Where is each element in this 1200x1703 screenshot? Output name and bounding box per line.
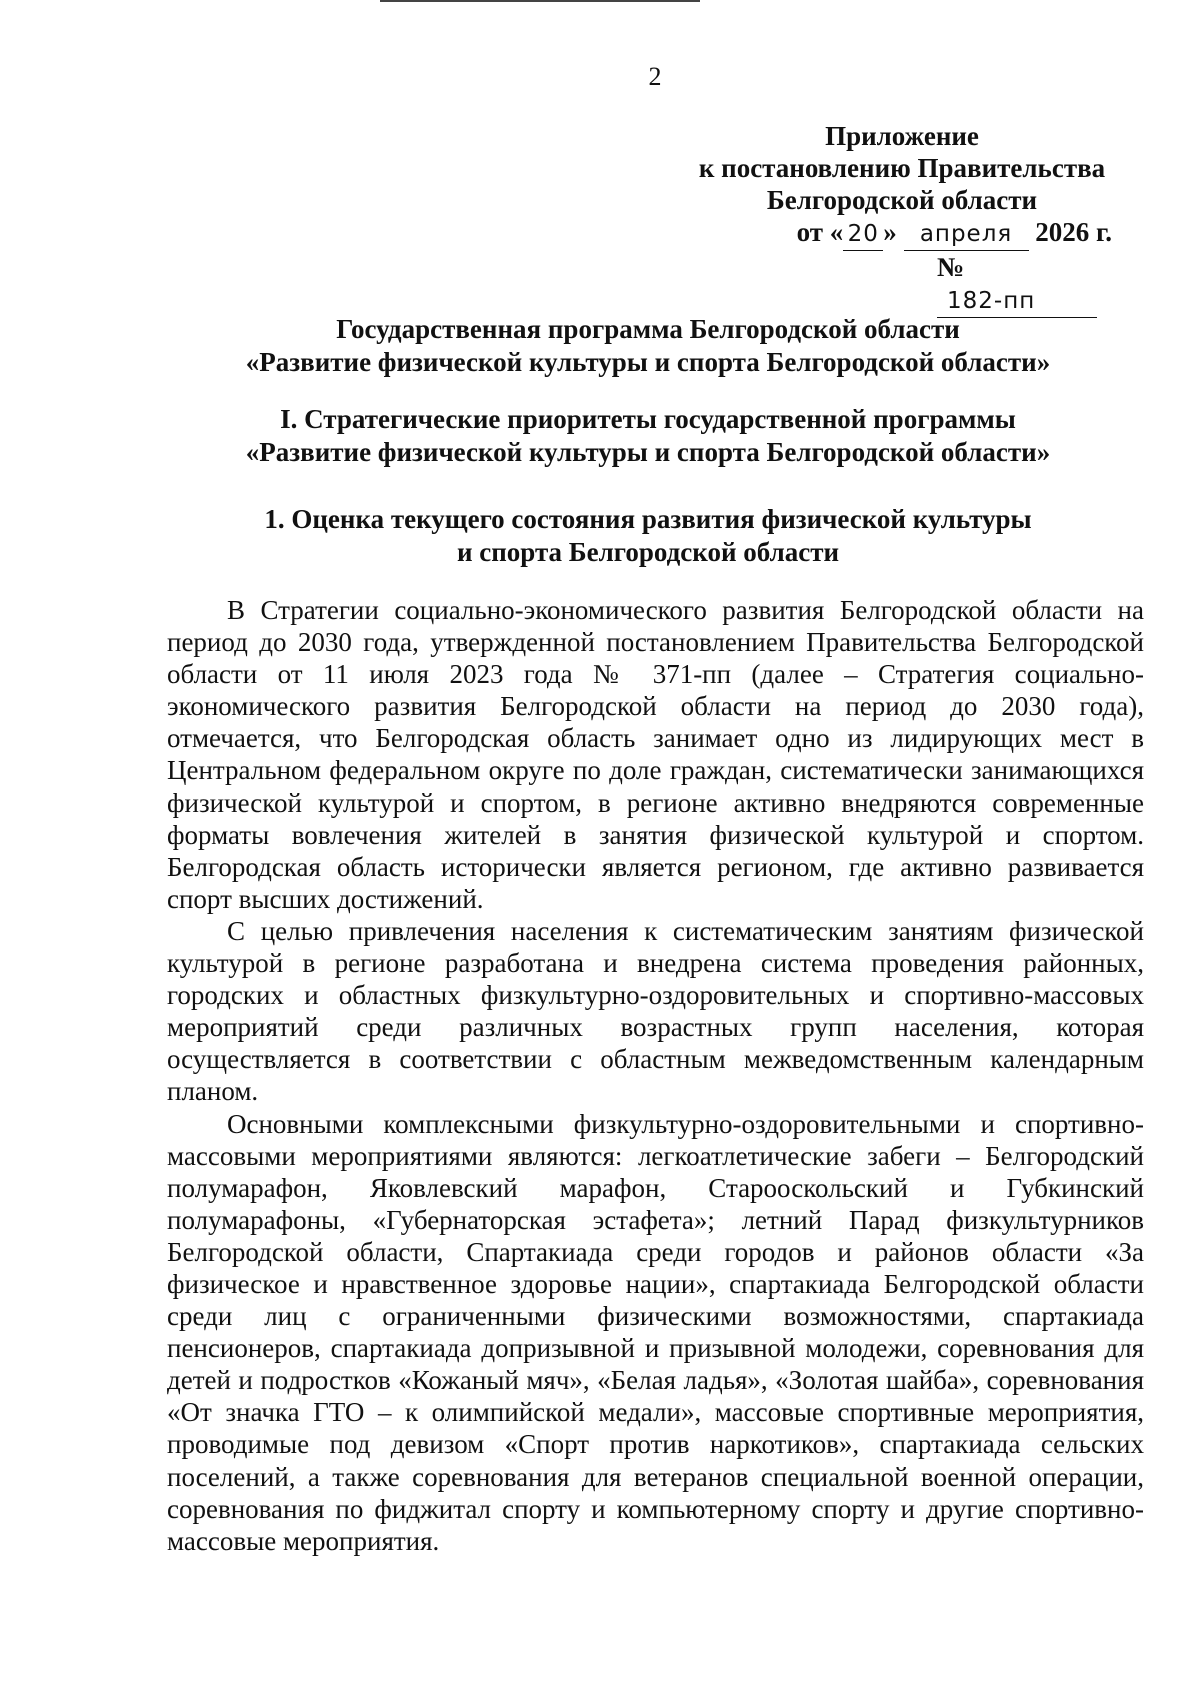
appendix-title: Приложение	[825, 121, 979, 151]
page-number: 2	[648, 62, 662, 91]
appendix-number	[692, 251, 1112, 318]
subsection-title	[150, 503, 1146, 569]
date-day: 20	[843, 218, 883, 251]
section-title	[150, 403, 1146, 469]
body-text	[167, 594, 1144, 1557]
appendix-resolution: к постановлению Правительства	[698, 153, 1106, 183]
paragraph-1: В Стратегии социально-экономического развития Белгородской области на период до 2030 года, утвержденной постановлением Правительства Белгородской области от 11 июля 2023 года № 371-пп (далее – Стратегия социально-экономического развития Белгородской области на период до 2030 года), отмечается, что Белгородская область занимает одно из лидирующих мест в Центральном федеральном округе по доле граждан, систематически занимающихся физической культурой и спортом, в регионе активно внедряются современные форматы вовлечения жителей в занятия физической культурой и спортом. Белгородская область исторически является регионом, где активно развивается спорт высших достижений.	[167, 595, 1144, 914]
appendix-date	[692, 216, 1112, 251]
section-title-line1: I. Стратегические приоритеты государственной программы	[280, 404, 1016, 434]
number-value: 182-пп	[937, 285, 1097, 318]
section-title-line2: «Развитие физической культуры и спорта Белгородской области»	[245, 437, 1051, 467]
paragraph-3: Основными комплексными физкультурно-оздоровительными и спортивно-массовыми мероприятиями являются: легкоатлетические забеги – Белгородский полумарафон, Яковлевский марафон, Старооскольский и Губкинский полумарафоны, «Губернаторская эстафета»; летний Парад физкультурников Белгородской области, Спартакиада среди городов и районов области «За физическое и нравственное здоровье нации», спартакиада Белгородской области среди лиц с ограниченными физическими возможностями, спартакиада пенсионеров, спартакиада допризывной и призывной молодежи, соревнования для детей и подростков «Кожаный мяч», «Белая ладья», «Золотая шайба», соревнования «От значка ГТО – к олимпийской медали», массовые спортивные мероприятия, проводимые под девизом «Спорт против наркотиков», спартакиада сельских поселений, а также соревнования для ветеранов специальной военной операции, соревнования по фиджитал спорту и компьютерному спорту и другие спортивно-массовые мероприятия.	[167, 1108, 1144, 1556]
appendix-region: Белгородской области	[766, 185, 1038, 215]
date-prefix: от «	[796, 217, 844, 247]
date-month: апреля	[904, 218, 1029, 251]
program-title-line2: «Развитие физической культуры и спорта Белгородской области»	[245, 347, 1051, 377]
number-prefix: №	[937, 252, 965, 282]
subsection-title-line2: и спорта Белгородской области	[456, 537, 840, 567]
program-title	[150, 313, 1146, 379]
appendix-header	[692, 120, 1112, 318]
scan-edge-line	[380, 0, 700, 2]
program-title-line1: Государственная программа Белгородской области	[336, 314, 960, 344]
subsection-title-line1: 1. Оценка текущего состояния развития физической культуры	[264, 504, 1032, 534]
paragraph-2: С целью привлечения населения к систематическим занятиям физической культурой в регионе разработана и внедрена система проведения районных, городских и областных физкультурно-оздоровительных и спортивно-массовых мероприятий среди различных возрастных групп населения, которая осуществляется в соответствии с областным межведомственным календарным планом.	[167, 915, 1144, 1107]
date-mid: »	[883, 217, 897, 247]
date-year: 2026 г.	[1035, 217, 1112, 247]
